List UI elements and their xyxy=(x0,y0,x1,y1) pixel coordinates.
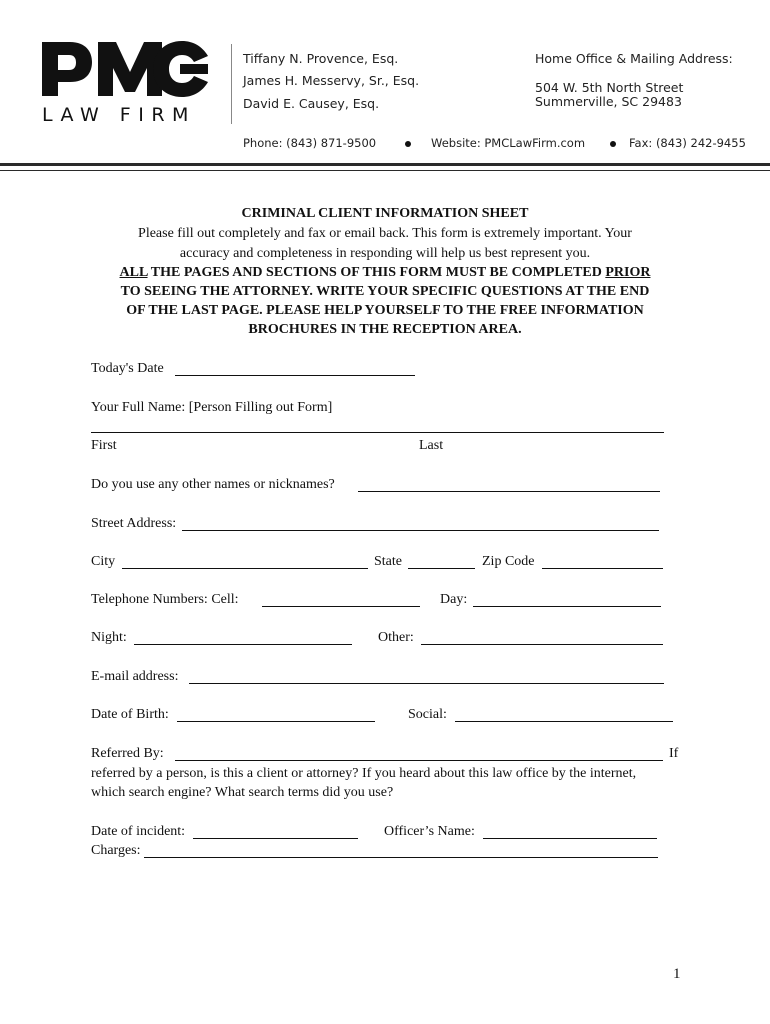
other-names-label: Do you use any other names or nicknames? xyxy=(91,477,335,492)
street-address-label: Street Address: xyxy=(91,516,177,531)
state-label: State xyxy=(374,554,402,569)
other-phone-label: Other: xyxy=(378,630,414,645)
referred-question-line-2: which search engine? What search terms did you use? xyxy=(91,785,394,800)
intro-line-2: accuracy and completeness in responding will help us best represent you. xyxy=(179,246,591,261)
notice-all: ALL xyxy=(119,265,148,280)
charges-label: Charges: xyxy=(91,843,141,858)
intro-line-1: Please fill out completely and fax or email back. This form is extremely important. Your xyxy=(138,226,632,241)
todays-date-label: Today's Date xyxy=(91,361,164,376)
date-of-incident-label: Date of incident: xyxy=(91,824,186,839)
email-field[interactable] xyxy=(189,683,664,684)
date-of-incident-field[interactable] xyxy=(193,838,358,839)
day-phone-label: Day: xyxy=(440,592,468,607)
attorney-1: Tiffany N. Provence, Esq. xyxy=(243,51,399,66)
notice-mid: THE PAGES AND SECTIONS OF THIS FORM MUST BE COMPLETED xyxy=(147,265,606,280)
address-label: Home Office & Mailing Address: xyxy=(535,51,733,66)
cell-phone-field[interactable] xyxy=(262,606,420,607)
state-field[interactable] xyxy=(408,568,475,569)
full-name-field[interactable] xyxy=(91,432,664,433)
night-phone-label: Night: xyxy=(91,630,127,645)
first-name-caption: First xyxy=(91,438,117,453)
bullet-icon xyxy=(610,141,616,147)
fax-number: Fax: (843) 242-9455 xyxy=(629,136,746,150)
law-firm-wordmark: LAW FIRM xyxy=(42,104,196,126)
bullet-icon xyxy=(405,141,411,147)
notice-line-1 xyxy=(0,265,770,281)
referred-by-label: Referred By: xyxy=(91,746,164,761)
social-label: Social: xyxy=(408,707,447,722)
header-rule-thick xyxy=(0,163,770,166)
date-of-birth-label: Date of Birth: xyxy=(91,707,169,722)
charges-field[interactable] xyxy=(144,857,658,858)
header-rule-thin xyxy=(0,170,770,171)
last-name-caption: Last xyxy=(419,438,444,453)
referred-question-line-1: referred by a person, is this a client or attorney? If you heard about this law office by the internet, xyxy=(91,766,637,781)
pmc-logo xyxy=(40,40,210,98)
page-number: 1 xyxy=(673,966,681,982)
street-address-field[interactable] xyxy=(182,530,659,531)
todays-date-field[interactable] xyxy=(175,375,415,376)
city-label: City xyxy=(91,554,116,569)
referred-if-text: If xyxy=(669,746,679,761)
day-phone-field[interactable] xyxy=(473,606,661,607)
attorney-3: David E. Causey, Esq. xyxy=(243,96,380,111)
form-title: CRIMINAL CLIENT INFORMATION SHEET xyxy=(241,206,529,221)
cell-phone-label: Telephone Numbers: Cell: xyxy=(91,592,239,607)
address-line-2: Summerville, SC 29483 xyxy=(535,94,682,109)
night-phone-field[interactable] xyxy=(134,644,352,645)
website-link[interactable]: Website: PMCLawFirm.com xyxy=(431,136,586,150)
address-line-1: 504 W. 5th North Street xyxy=(535,80,684,95)
notice-line-4: BROCHURES IN THE RECEPTION AREA. xyxy=(248,322,522,337)
notice-line-3: OF THE LAST PAGE. PLEASE HELP YOURSELF TO THE FREE INFORMATION xyxy=(126,303,644,318)
officer-name-field[interactable] xyxy=(483,838,657,839)
notice-line-2: TO SEEING THE ATTORNEY. WRITE YOUR SPECIFIC QUESTIONS AT THE END xyxy=(120,284,650,299)
notice-prior: PRIOR xyxy=(605,265,651,280)
phone-number: Phone: (843) 871-9500 xyxy=(243,136,377,150)
other-phone-field[interactable] xyxy=(421,644,663,645)
city-field[interactable] xyxy=(122,568,368,569)
referred-by-field[interactable] xyxy=(175,760,663,761)
zip-code-field[interactable] xyxy=(542,568,663,569)
other-names-field[interactable] xyxy=(358,491,660,492)
attorney-2: James H. Messervy, Sr., Esq. xyxy=(243,73,420,88)
header-divider xyxy=(231,44,232,124)
email-label: E-mail address: xyxy=(91,669,179,684)
officer-name-label: Officer’s Name: xyxy=(384,824,475,839)
date-of-birth-field[interactable] xyxy=(177,721,375,722)
social-field[interactable] xyxy=(455,721,673,722)
zip-code-label: Zip Code xyxy=(482,554,535,569)
full-name-label: Your Full Name: [Person Filling out Form] xyxy=(91,400,333,415)
